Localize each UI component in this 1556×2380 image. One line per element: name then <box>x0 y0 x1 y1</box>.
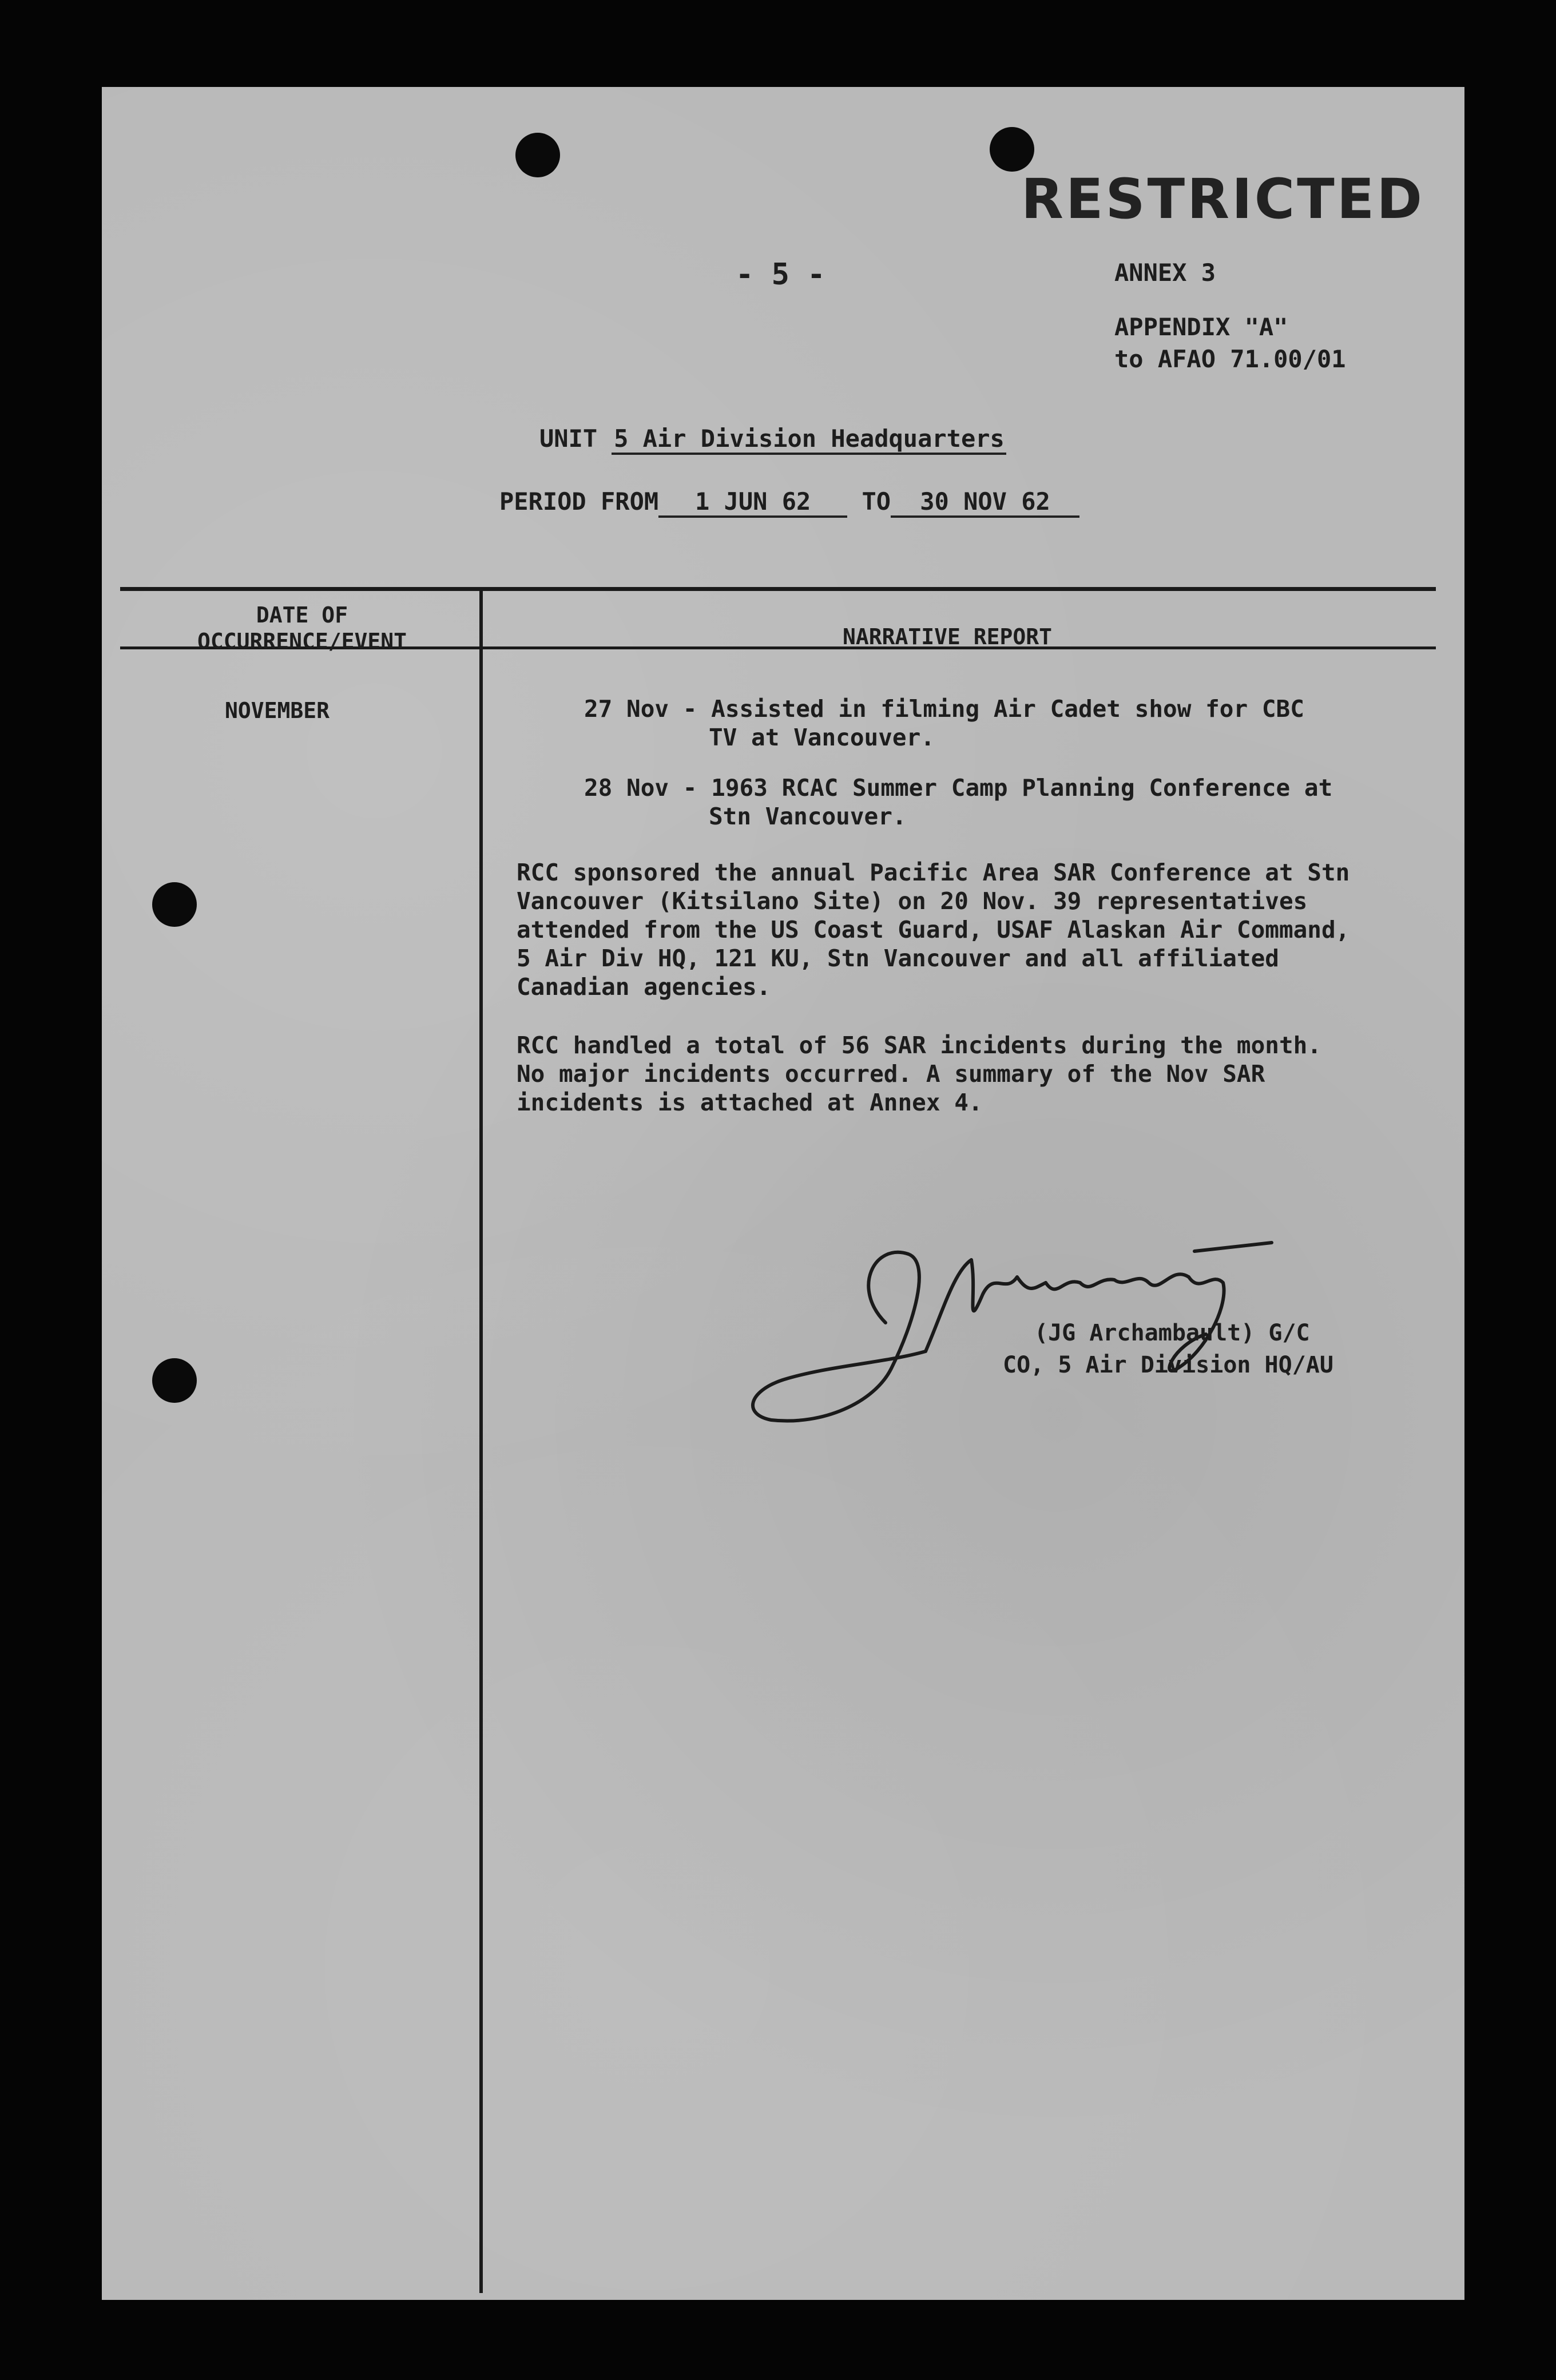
col-narrative-header: NARRATIVE REPORT <box>843 624 1053 649</box>
paragraph-line: 5 Air Div HQ, 121 KU, Stn Vancouver and all affiliated <box>517 945 1279 972</box>
paragraph-line: No major incidents occurred. A summary of the Nov SAR <box>517 1060 1265 1088</box>
paragraph-line: incidents is attached at Annex 4. <box>517 1089 983 1116</box>
paragraph-line: attended from the US Coast Guard, USAF Alaskan Air Command, <box>517 916 1350 943</box>
period-to-label: TO <box>862 487 891 515</box>
table-top-rule <box>120 587 1436 591</box>
punch-hole-top-left <box>515 133 560 177</box>
table-column-divider <box>479 587 483 2293</box>
unit-value: 5 Air Division Headquarters <box>612 425 1006 455</box>
col-date-header-line-2: OCCURRENCE/EVENT <box>197 629 407 654</box>
signatory-name: (JG Archambault) G/C <box>1034 1320 1310 1346</box>
occurrence-date: NOVEMBER <box>225 698 330 723</box>
entry-28-nov-line-2: Stn Vancouver. <box>709 803 907 830</box>
paragraph-sar-incidents <box>517 1031 1321 1117</box>
appendix-line-2: to AFAO 71.00/01 <box>1114 345 1346 373</box>
appendix-line-1: APPENDIX "A" <box>1114 313 1288 341</box>
classification-stamp: RESTRICTED <box>1021 167 1424 231</box>
document-page <box>102 87 1464 2300</box>
signature-block <box>920 1317 1333 1381</box>
paragraph-line: RCC handled a total of 56 SAR incidents during the month. <box>517 1032 1321 1059</box>
entry-28-nov-line-1: 28 Nov - 1963 RCAC Summer Camp Planning Conference at <box>584 774 1333 802</box>
col-date-header <box>136 602 468 654</box>
paragraph-sar-conference <box>517 858 1349 1001</box>
paragraph-line: Vancouver (Kitsilano Site) on 20 Nov. 39 representatives <box>517 887 1308 915</box>
entry-27-nov <box>584 695 1304 752</box>
col-date-header-line-1: DATE OF <box>256 602 348 628</box>
period-to-value: 30 NOV 62 <box>891 487 1079 518</box>
entry-27-nov-line-1: 27 Nov - Assisted in filming Air Cadet show for CBC <box>584 695 1304 723</box>
paragraph-line: RCC sponsored the annual Pacific Area SAR Conference at Stn <box>517 859 1350 886</box>
unit-line <box>539 425 1006 455</box>
appendix-reference <box>1114 311 1346 375</box>
period-from-value: 1 JUN 62 <box>658 487 847 518</box>
signatory-title: CO, 5 Air Division HQ/AU <box>1003 1352 1333 1378</box>
unit-label: UNIT <box>539 425 598 453</box>
period-line <box>499 487 1079 518</box>
period-from-label: PERIOD FROM <box>499 487 659 515</box>
entry-28-nov <box>584 774 1332 831</box>
paragraph-line: Canadian agencies. <box>517 973 771 1001</box>
punch-hole-left-lower <box>152 1358 197 1403</box>
page-number: - 5 - <box>736 257 825 292</box>
annex-label: ANNEX 3 <box>1114 259 1216 287</box>
punch-hole-top-right <box>990 127 1034 172</box>
punch-hole-left-upper <box>152 882 197 927</box>
entry-27-nov-line-2: TV at Vancouver. <box>709 724 935 751</box>
